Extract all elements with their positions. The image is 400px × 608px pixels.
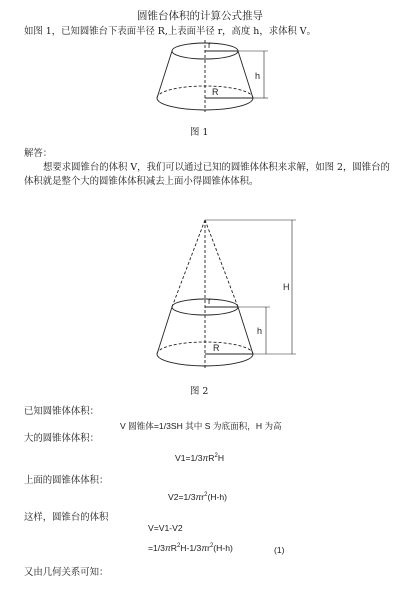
geometry-relation-label: 又由几何关系可知： (24, 567, 109, 578)
figure-2-caption: 图 2 (190, 386, 209, 397)
fig2-apex-right (205, 220, 238, 307)
equation-number: (1) (274, 545, 285, 555)
fig1-label-R: R (212, 87, 219, 97)
frustum-volume-label: 这样，圆锥台的体积 (24, 512, 109, 523)
v-difference-formula: V=V1-V2 (148, 523, 183, 533)
fig1-label-r: r (208, 40, 211, 50)
fig1-right-side (238, 51, 253, 98)
v-expanded-formula (148, 543, 233, 553)
figure-2-cone (157, 220, 296, 368)
figure-1-caption: 图 1 (190, 127, 209, 138)
answer-paragraph-line-2: 体积就是整个大的圆锥体体积减去上面小得圆锥体体积。 (24, 176, 259, 187)
fig2-apex-left (172, 220, 205, 307)
v2-prefix: V2=1/3 (168, 492, 196, 502)
vexp-m2: (H-h) (213, 543, 233, 553)
v1-exponent: 2 (214, 453, 218, 459)
big-cone-label: 大的圆锥体体积： (24, 433, 100, 444)
v2-base: r (201, 492, 205, 502)
fig2-label-H: H (283, 282, 290, 292)
pi-symbol: π (201, 543, 208, 553)
page-title: 圆锥台体积的计算公式推导 (137, 10, 263, 22)
fig2-right-side (238, 307, 253, 354)
v1-base: R (208, 453, 215, 463)
v2-formula (168, 492, 227, 502)
answer-heading: 解答： (24, 148, 53, 159)
fig1-left-side (157, 51, 172, 98)
pi-symbol: π (202, 453, 209, 463)
small-cone-label: 上面的圆锥体体积： (24, 475, 109, 486)
known-volume-label: 已知圆锥体体积： (24, 406, 100, 417)
vexp-e1: 2 (176, 543, 181, 549)
vexp-p1: =1/3 (148, 543, 165, 553)
v1-suffix: H (217, 453, 225, 463)
fig2-label-r: r (208, 296, 211, 306)
v1-formula (175, 453, 224, 463)
v2-exponent: 2 (204, 492, 208, 498)
vexp-m1: H-1/3 (180, 543, 202, 553)
pi-symbol: π (195, 492, 202, 502)
fig1-bottom-front (157, 98, 253, 110)
cone-volume-formula: V 圆锥体=1/3SH 其中 S 为底面积，H 为高 (120, 421, 282, 431)
vexp-b2: r (207, 543, 210, 553)
v2-suffix: (H-h) (207, 492, 228, 502)
pi-symbol: π (164, 543, 171, 553)
fig2-left-side (157, 307, 172, 354)
problem-statement: 如图 1，已知圆锥台下表面半径 R,上表面半径 r，高度 h，求体积 V。 (24, 26, 316, 37)
vexp-b1: R (170, 543, 177, 553)
fig2-label-h: h (257, 326, 263, 336)
answer-paragraph-line-1: 想要求圆锥台的体积 V，我们可以通过已知的圆锥体体积来求解，如图 2，圆锥台的 (43, 162, 390, 173)
figure-1-frustum (157, 40, 268, 112)
vexp-e2: 2 (209, 543, 214, 549)
v1-prefix: V1=1/3 (175, 453, 203, 463)
fig1-label-h: h (255, 71, 261, 81)
fig2-label-R: R (213, 343, 220, 353)
